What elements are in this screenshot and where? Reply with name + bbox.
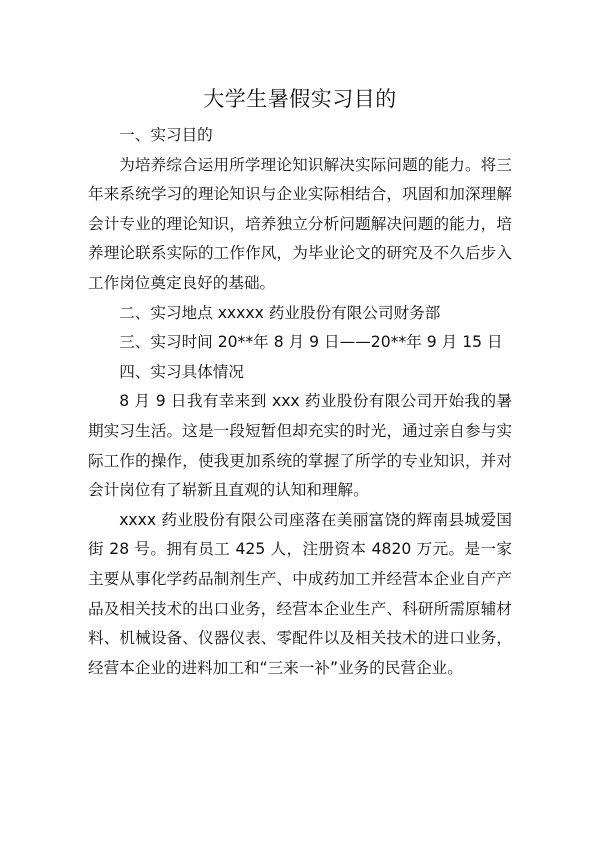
paragraph-company-info: xxxx 药业股份有限公司座落在美丽富饶的辉南县城爱国街 28 号。拥有员工 425 人，注册资本 4820 万元。是一家主要从事化学药品制剂生产、中成药加工并经营本企业自产产品及相关技术的出口业务，经营本企业生产、科研所需原辅材料、机械设备、仪器仪表、零配件以及相关技术的进口业务，经营本企业的进料加工和“三来一补”业务的民营企业。 [88,510,512,677]
paragraph-details-intro: 8 月 9 日我有幸来到 xxx 药业股份有限公司开始我的暑期实习生活。这是一段短暂但却充实的时光，通过亲自参与实际工作的操作，使我更加系统的掌握了所学的专业知识，并对会计岗位有了崭新且直观的认知和理解。 [88,392,512,500]
section-heading-purpose: 一、实习目的 [119,126,213,144]
section-heading-time: 三、实习时间 20**年 8 月 9 日——20**年 9 月 15 日 [119,333,503,352]
document-body [88,121,512,683]
paragraph-purpose: 为培养综合运用所学理论知识解决实际问题的能力。将三年来系统学习的理论知识与企业实际相结合，巩固和加深理解会计专业的理论知识，培养独立分析问题解决问题的能力，培养理论联系实际的工作作风，为毕业论文的研究及不久后步入工作岗位奠定良好的基础。 [88,155,512,292]
document-title: 大学生暑假实习目的 [203,87,397,111]
section-heading-location: 二、实习地点 xxxxx 药业股份有限公司财务部 [119,303,441,322]
section-heading-details: 四、实习具体情况 [119,362,244,381]
